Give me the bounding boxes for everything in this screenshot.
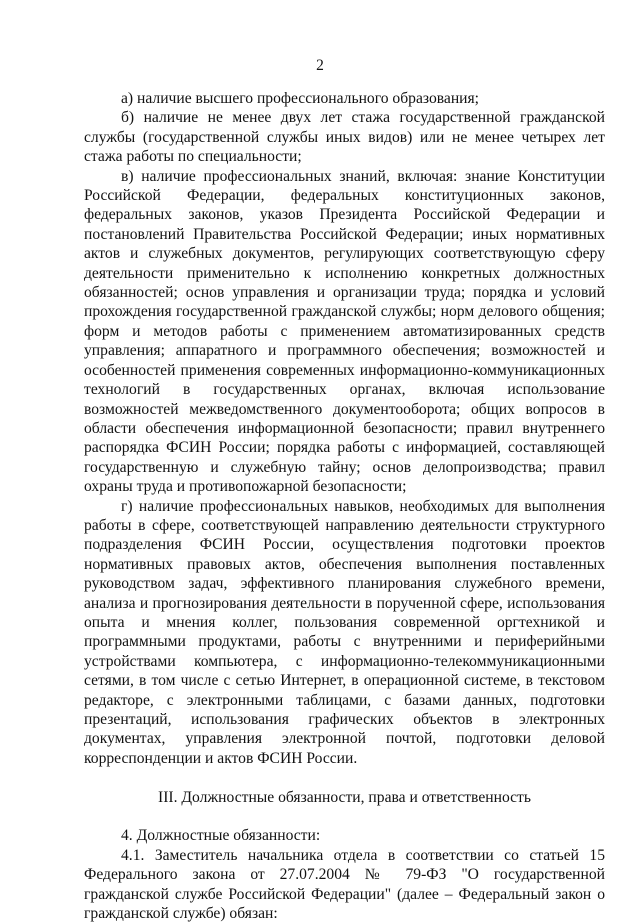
page-number: 2 (316, 57, 324, 74)
requirement-b: б) наличие не менее двух лет стажа государственной гражданской службы (государственной службы иных видов) или не менее четырех лет стажа работы по специальности; (84, 109, 605, 166)
item-text: 4.1. Заместитель начальника отдела в соответствии со статьей 15 Федерального закона от 27.07.2004 № 79-ФЗ "О государственной гражданской службе Российской Федерации" (далее – Федеральный закон о гражданской службе) обязан: (84, 846, 605, 923)
section-heading: III. Должностные обязанности, права и ответственность (158, 788, 531, 806)
item-title: 4. Должностные обязанности: (121, 827, 321, 845)
requirement-a: а) наличие высшего профессионального образования; (121, 90, 480, 107)
requirement-v: в) наличие профессиональных знаний, включая: знание Конституции Российской Федерации, федеральных конституционных законов, федеральных законов, указов Президента Российской Федерации и постановлений Правительства Российской Федерации; иных нормативных актов и служебных документов, регулирующих соответствующую сферу деятельности применительно к исполнению конкретных должностных обязанностей; основ управления и организации труда; порядка и условий прохождения государственной гражданской службы; норм делового общения; форм и методов работы с применением автоматизированных средств управления; аппаратного и программного обеспечения; возможностей и особенностей применения современных информационно-коммуникационных технологий в государственных органах, включая использование возможностей межведомственного документооборота; общих вопросов в области обеспечения информационной безопасности; правил внутреннего распорядка ФСИН России; порядка работы с информацией, составляющей государственную и служебную тайну; основ делопроизводства; правил охраны труда и противопожарной безопасности; (84, 167, 605, 496)
requirement-g: г) наличие профессиональных навыков, необходимых для выполнения работы в сфере, соответствующей направлению деятельности структурного подразделения ФСИН России, осуществления подготовки проектов нормативных правовых актов, обеспечения выполнения поставленных руководством задач, эффективного планирования служебного времени, анализа и прогнозирования деятельности в порученной сфере, использования опыта и мнения коллег, пользования современной оргтехникой и программными продуктами, работы с внутренними и периферийными устройствами компьютера, с информационно-телекоммуникационными сетями, в том числе с сетью Интернет, в операционной системе, в текстовом редакторе, с электронными таблицами, с базами данных, подготовки презентаций, использования графических объектов в электронных документах, управления электронной почтой, подготовки деловой корреспонденции и актов ФСИН России. (84, 497, 605, 767)
document-body (84, 89, 605, 923)
